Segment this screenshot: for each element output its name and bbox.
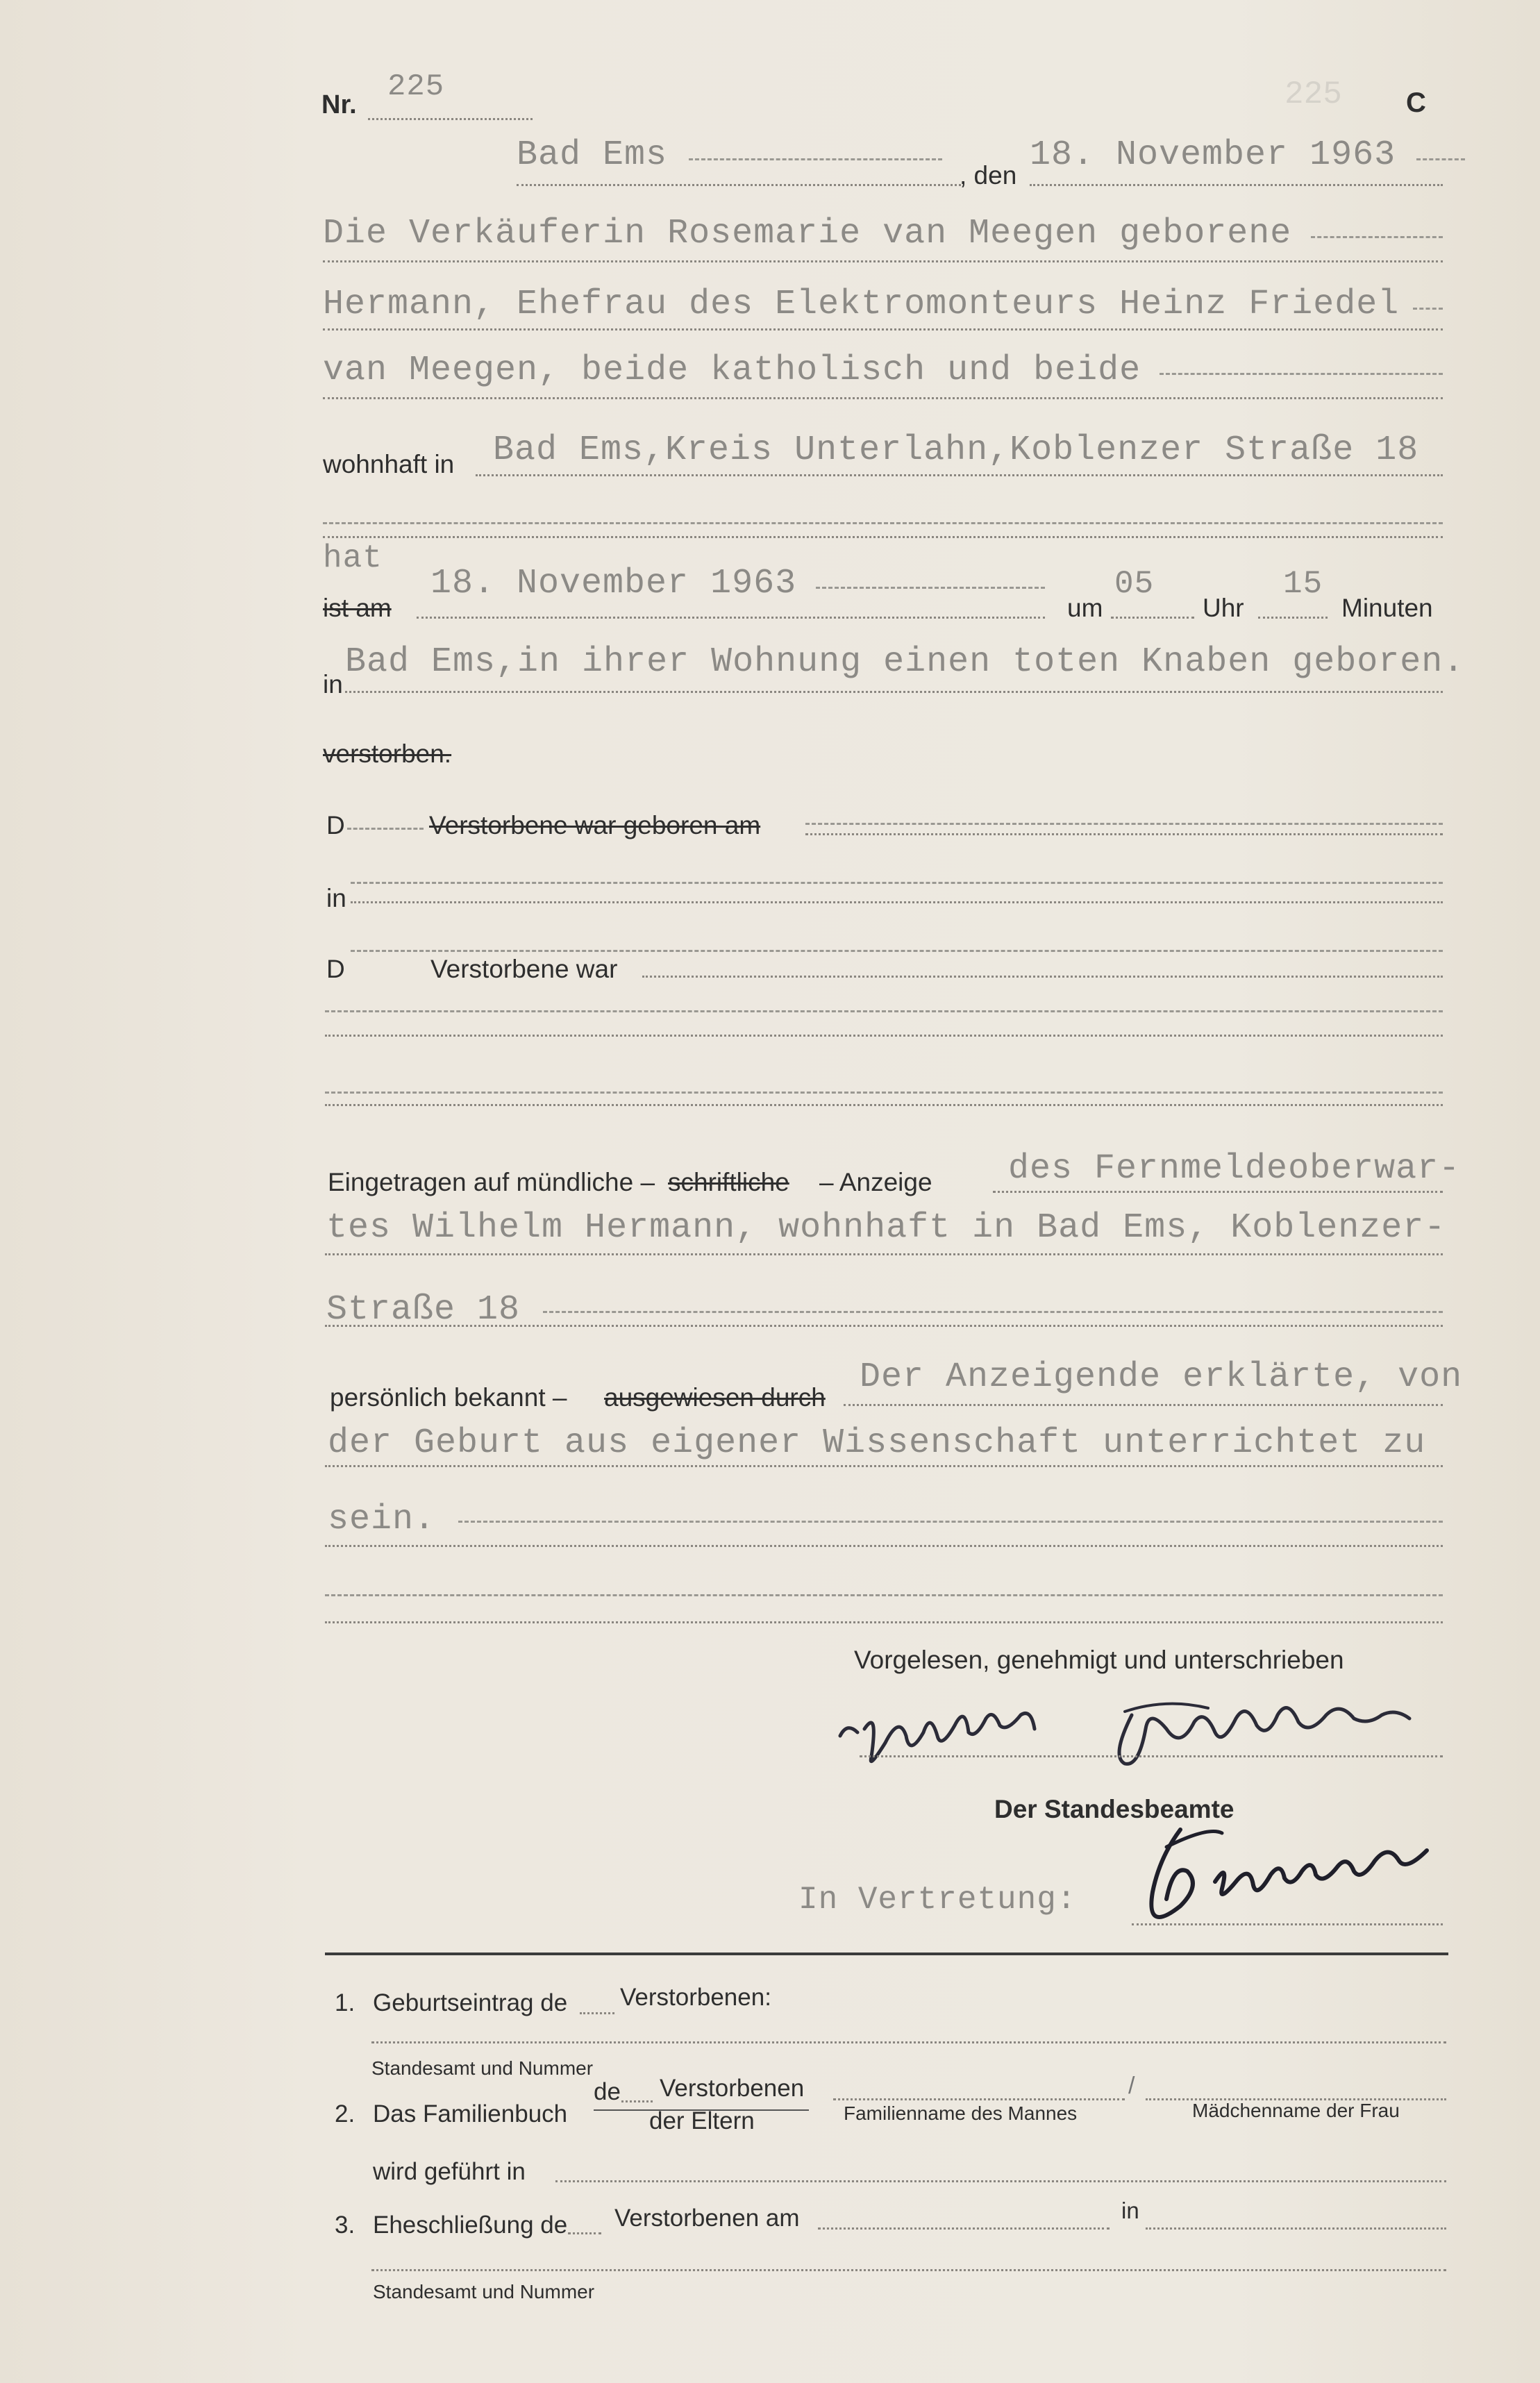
persons-line-1: Die Verkäuferin Rosemarie van Meegen geborene bbox=[323, 214, 1292, 253]
footnote-3-in: in bbox=[1121, 2198, 1139, 2223]
minuten-label: Minuten bbox=[1341, 594, 1433, 622]
informant-signature bbox=[826, 1687, 1465, 1784]
date-dash bbox=[1416, 158, 1465, 160]
identification-label-struck: ausgewiesen durch bbox=[604, 1383, 826, 1412]
date-place-dash bbox=[689, 158, 942, 160]
verstorben-label: verstorben. bbox=[323, 739, 452, 768]
war-underline-3 bbox=[325, 1104, 1443, 1106]
date-underline bbox=[1030, 184, 1443, 186]
corner-letter: C bbox=[1406, 87, 1426, 118]
footnote-3-in-line bbox=[1146, 2227, 1446, 2230]
footnote-2-top: Verstorbenen bbox=[660, 2075, 805, 2102]
footnote-1-value: Verstorbenen: bbox=[620, 1984, 771, 2011]
footnote-2-de-dots bbox=[621, 2100, 653, 2102]
persons-line-2-dash bbox=[1413, 308, 1443, 310]
footnote-2-husband-line bbox=[833, 2098, 1125, 2100]
registration-label-struck: schriftliche bbox=[668, 1168, 789, 1196]
read-approved-text: Vorgelesen, genehmigt und unterschrieben bbox=[854, 1646, 1344, 1674]
footnote-2-slash: / bbox=[1128, 2073, 1135, 2099]
born-in-dash bbox=[351, 882, 1443, 884]
born-label: Verstorbene war geboren am bbox=[429, 811, 761, 839]
war-underline-2 bbox=[325, 1035, 1443, 1037]
footnote-2-label: Das Familienbuch bbox=[373, 2100, 568, 2127]
deputy-text: In Vertretung: bbox=[798, 1882, 1077, 1918]
registrar-title: Der Standesbeamte bbox=[994, 1795, 1234, 1823]
residence-underline bbox=[476, 474, 1443, 476]
bleed-through-number: 225 bbox=[1284, 76, 1342, 112]
identification-line-3-dash bbox=[458, 1521, 1443, 1523]
identification-dash-4 bbox=[325, 1594, 1443, 1596]
persons-underline-2 bbox=[323, 328, 1443, 331]
event-in-label: in bbox=[323, 670, 343, 699]
persons-line-2: Hermann, Ehefrau des Elektromonteurs Heinz Friedel bbox=[323, 285, 1400, 324]
footnote-1-de-dots bbox=[580, 2012, 614, 2014]
registration-line-3-dash bbox=[543, 1311, 1443, 1313]
residence-value: Bad Ems,Kreis Unterlahn,Koblenzer Straße 18 bbox=[493, 430, 1419, 470]
hat-insert: hat bbox=[323, 540, 383, 576]
footnote-2-led-line bbox=[555, 2180, 1446, 2182]
footnote-1-sub: Standesamt und Nummer bbox=[371, 2057, 594, 2079]
war-label-d: D bbox=[326, 955, 345, 983]
persons-underline-3 bbox=[323, 397, 1443, 399]
war-label: Verstorbene war bbox=[430, 955, 618, 983]
persons-line-3-dash bbox=[1160, 373, 1443, 375]
event-date-dash bbox=[816, 587, 1045, 589]
born-in-label: in bbox=[326, 884, 346, 912]
persons-line-3: van Meegen, beide katholisch und beide bbox=[323, 351, 1141, 390]
nr-label: Nr. bbox=[321, 90, 357, 119]
registration-line-1: des Fernmeldeoberwar- bbox=[1008, 1149, 1461, 1189]
registration-line-3: Straße 18 bbox=[326, 1290, 521, 1330]
identification-underline-2 bbox=[325, 1465, 1443, 1467]
footnote-2-wife: Mädchenname der Frau bbox=[1192, 2100, 1400, 2121]
nr-value: 225 bbox=[387, 69, 445, 104]
footnote-2-husband: Familienname des Mannes bbox=[844, 2102, 1078, 2124]
footnote-1-line bbox=[371, 2041, 1446, 2043]
identification-underline-3 bbox=[325, 1545, 1443, 1547]
war-dash-2 bbox=[325, 1010, 1443, 1012]
persons-underline-1 bbox=[323, 260, 1443, 262]
footnote-3-value: Verstorbenen am bbox=[614, 2205, 800, 2232]
hour-underline bbox=[1111, 617, 1194, 619]
event-place-text: Bad Ems,in ihrer Wohnung einen toten Knaben geboren. bbox=[345, 642, 1465, 682]
date-place: Bad Ems bbox=[517, 135, 668, 175]
registration-underline-2 bbox=[325, 1253, 1443, 1255]
registration-underline-1 bbox=[993, 1191, 1443, 1193]
identification-underline-1 bbox=[844, 1404, 1443, 1406]
footnote-3-num: 3. bbox=[335, 2211, 355, 2239]
footnote-1-label: Geburtseintrag de bbox=[373, 1989, 568, 2016]
born-underline bbox=[805, 833, 1443, 835]
den-label: , den bbox=[960, 161, 1017, 190]
registration-label-end: – Anzeige bbox=[819, 1168, 932, 1196]
uhr-label: Uhr bbox=[1203, 594, 1244, 622]
footnote-3-date-line bbox=[818, 2227, 1110, 2230]
event-date-underline bbox=[417, 617, 1045, 619]
residence-label: wohnhaft in bbox=[323, 450, 455, 478]
war-underline bbox=[642, 976, 1443, 978]
event-minute: 15 bbox=[1283, 566, 1323, 602]
residence-underline-2 bbox=[323, 536, 1443, 538]
persons-line-1-dash bbox=[1311, 236, 1443, 238]
footnote-2-de: de bbox=[594, 2078, 621, 2105]
minute-underline bbox=[1258, 617, 1328, 619]
footnote-2-led: wird geführt in bbox=[373, 2158, 526, 2185]
residence-dash-line bbox=[323, 522, 1443, 524]
date-place-underline bbox=[517, 184, 961, 186]
footnote-3-line bbox=[371, 2269, 1446, 2271]
war-dash-3 bbox=[325, 1092, 1443, 1094]
registration-label-start: Eingetragen auf mündliche – bbox=[328, 1168, 655, 1196]
identification-line-1: Der Anzeigende erklärte, von bbox=[860, 1357, 1463, 1397]
event-hour: 05 bbox=[1114, 566, 1155, 602]
ist-am-label: ist am bbox=[323, 594, 392, 622]
registrar-signature bbox=[1125, 1819, 1472, 1937]
footnote-2-bottom: der Eltern bbox=[649, 2107, 755, 2134]
born-in-underline bbox=[351, 901, 1443, 903]
footnote-3-sub: Standesamt und Nummer bbox=[373, 2281, 595, 2302]
informant-signature-line bbox=[860, 1755, 1443, 1757]
identification-line-2: der Geburt aus eigener Wissenschaft unterrichtet zu bbox=[328, 1423, 1426, 1463]
event-date: 18. November 1963 bbox=[430, 564, 797, 603]
um-label: um bbox=[1067, 594, 1103, 622]
identification-line-3: sein. bbox=[328, 1500, 436, 1539]
registration-line-2: tes Wilhelm Hermann, wohnhaft in Bad Ems, Koblenzer- bbox=[326, 1208, 1446, 1248]
war-dash-top bbox=[351, 950, 1443, 952]
event-place-underline bbox=[345, 691, 1443, 693]
identification-label-known: persönlich bekannt – bbox=[330, 1383, 567, 1412]
nr-underline bbox=[368, 118, 533, 120]
date-value: 18. November 1963 bbox=[1030, 135, 1396, 175]
footnote-3-de-dots bbox=[568, 2232, 601, 2234]
born-dash bbox=[805, 823, 1443, 825]
born-label-d: D bbox=[326, 811, 345, 839]
footnote-1-num: 1. bbox=[335, 1989, 355, 2016]
footnote-3-label: Eheschließung de bbox=[373, 2211, 568, 2239]
registration-underline-3 bbox=[325, 1325, 1443, 1327]
identification-underline-4 bbox=[325, 1621, 1443, 1623]
footnote-2-num: 2. bbox=[335, 2100, 355, 2127]
registrar-signature-line bbox=[1132, 1923, 1443, 1925]
footer-rule bbox=[325, 1953, 1448, 1955]
born-d-dash bbox=[347, 828, 424, 830]
